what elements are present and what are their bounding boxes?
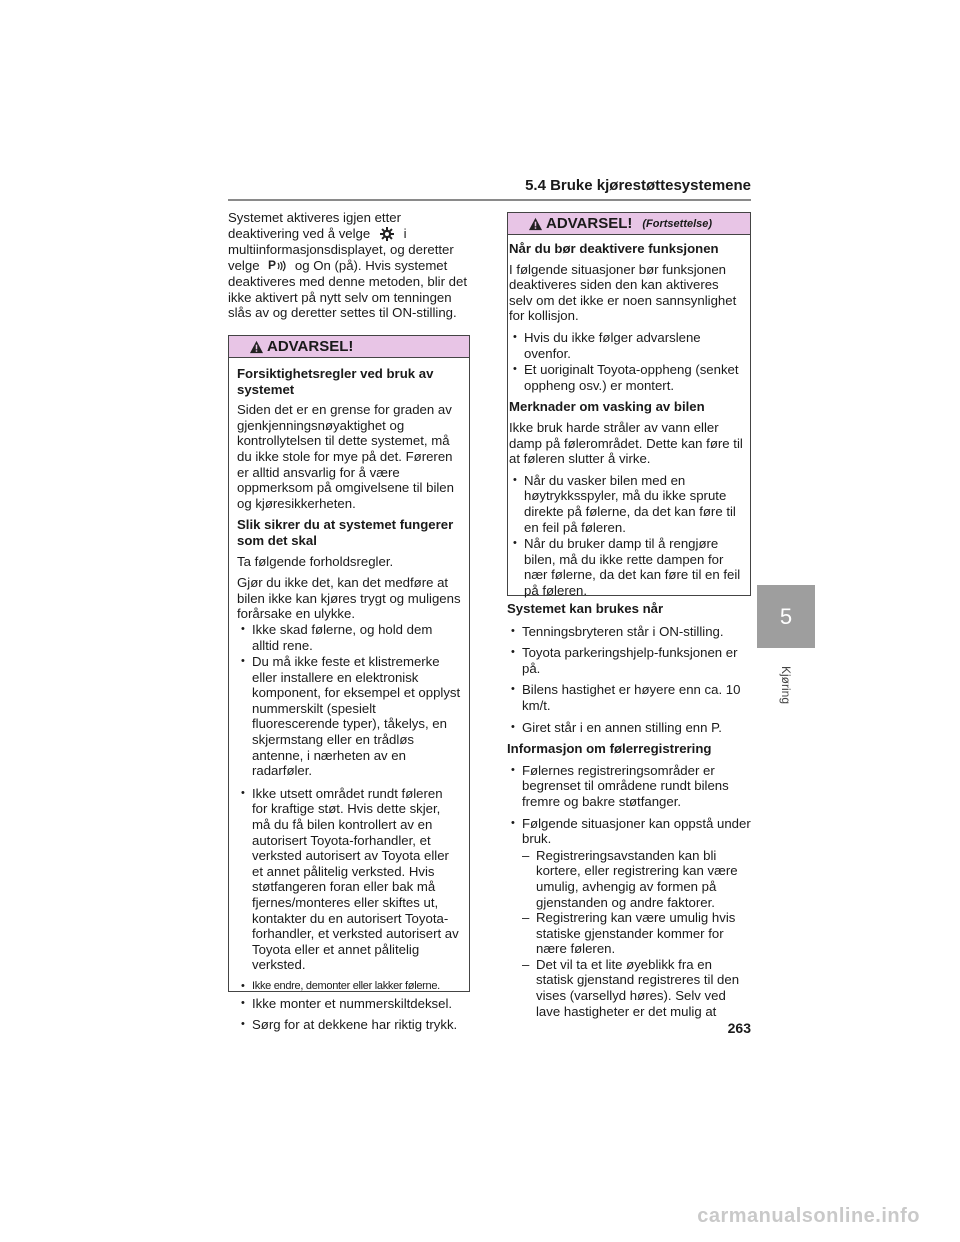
list-item: • Et uoriginalt Toyota-oppheng (senket oppheng osv.) er montert.: [509, 362, 744, 393]
list-item: • Når du vasker bilen med en høytrykksspyler, må du ikke sprute direkte på følerne, da det kan føre til en feil på føleren.: [509, 473, 744, 535]
page-number: 263: [727, 1020, 751, 1036]
dash-item: – Det vil ta et lite øyeblikk fra en statisk gjenstand registreres til den vises (varsellyd høres). Selv ved lave hastigheter er det mulig at: [522, 957, 752, 1019]
dash-list: [522, 848, 752, 1020]
warning-paragraph: Siden det er en grense for graden av gjenkjenningsnøyaktighet og kontrollytelsen til dette systemet, må du ikke stole for mye på det. Føreren er alltid ansvarlig for å være oppmerksom på omgivelsene til bilen og kjøresikkerheten.: [237, 402, 454, 511]
list-item: • Du må ikke feste et klistremerke eller installere en elektronisk komponent, for eksempel et opplyst nummerskilt (spesielt fluorescerende typer), tåkelys, en skjermstang eller en trådløs antenne, i nærheten av en radarføler.: [237, 654, 461, 779]
parking-sensor-icon: [268, 258, 286, 274]
warning-continued-label: (Fortsettelse): [642, 217, 713, 230]
list-item: • Bilens hastighet er høyere enn ca. 10 km/t.: [507, 682, 752, 713]
warning-title: ADVARSEL!: [267, 338, 354, 355]
warning-heading-washing: Merknader om vasking av bilen: [509, 399, 705, 415]
warning-paragraph: I følgende situasjoner bør funksjonen deaktiveres siden den kan aktiveres selv om det ikke er noen sannsynlighet for kollisjon.: [509, 261, 737, 324]
watermark: carmanualsonline.info: [697, 1205, 920, 1227]
list-item: • Når du bruker damp til å rengjøre bilen, må du ikke rette dampen for nær følerne, da det kan føre til en feil på føleren.: [509, 536, 744, 598]
list-item: • Ikke skad følerne, og hold dem alltid rene.: [237, 622, 461, 653]
warning-triangle-icon: [249, 340, 264, 354]
info-bullet-list: [507, 763, 752, 1020]
list-item: • Toyota parkeringshjelp-funksjonen er på.: [507, 645, 752, 676]
warning-triangle-icon: [528, 217, 543, 231]
warning-heading-precautions: Forsiktighetsregler ved bruk av systemet: [237, 366, 434, 397]
list-item: • Ikke utsett området rundt føleren for kraftige støt. Hvis dette skjer, må du få bilen kontrollert av en autorisert Toyota-forhandler, et verksted autorisert av Toyota eller et annet pålitelig verksted. Hvis støtfangeren foran eller bak må fjernes/monteres eller skiftes ut, kontakter du en autorisert Toyota-forhandler, et verksted autorisert av Toyota eller et annet pålitelig verksted.: [237, 786, 461, 973]
list-item: • Giret står i en annen stilling enn P.: [507, 720, 752, 736]
header-rule: [228, 199, 751, 201]
warning-box-1: [228, 335, 470, 1033]
warning-heading-ensure: Slik sikrer du at systemet fungerer som det skal: [237, 517, 454, 548]
svg-text:P: P: [268, 258, 277, 273]
list-item: • Ikke endre, demonter eller lakker følerne.: [237, 979, 461, 995]
warning-bullet-list: [509, 473, 744, 599]
warning-paragraph: Ikke bruk harde stråler av vann eller damp på følerområdet. Dette kan føre til at føleren slutter å virke.: [509, 419, 743, 467]
warning-body: [508, 235, 750, 603]
warning-bullet-list: [509, 330, 744, 393]
warning-paragraph: Gjør du ikke det, kan det medføre at bilen ikke kan kjøres trygt og muligens forårsake en ulykke.: [237, 575, 461, 622]
warning-bullet-list: [237, 622, 461, 1033]
usage-bullet-list: [507, 624, 752, 736]
warning-header: [508, 213, 750, 235]
list-item: [507, 816, 752, 1020]
usage-heading: Systemet kan brukes når: [507, 601, 664, 616]
warning-box-2: [507, 212, 751, 596]
section-header: 5.4 Bruke kjørestøttesystemene: [525, 177, 751, 194]
left-column: [228, 210, 470, 327]
warning-title: ADVARSEL!: [546, 215, 633, 232]
intro-text-3: og On (på). Hvis systemet deaktiveres med denne metoden, blir det ikke aktivert på nytt selv om tenningen slås av og deretter settes til ON-stilling.: [228, 257, 467, 321]
warning-body: [229, 358, 469, 1040]
list-item: • Tenningsbryteren står i ON-stilling.: [507, 624, 752, 640]
intro-text-2: i multiinformasjonsdisplayet, og deretter velge: [228, 225, 454, 273]
warning-header: [229, 336, 469, 358]
intro-paragraph: [228, 210, 470, 321]
dash-item: – Registrering kan være umulig hvis statiske gjenstander kommer for nære føleren.: [522, 910, 752, 957]
chapter-number-tab[interactable]: 5: [757, 585, 815, 648]
warning-heading-deactivate: Når du bør deaktivere funksjonen: [509, 241, 719, 256]
intro-text-1: Systemet aktiveres igjen etter deaktivering ved å velge: [228, 210, 401, 241]
dash-item: – Registreringsavstanden kan bli kortere, eller registrering kan være umulig, avhengig av formen på gjenstanden og andre faktorer.: [522, 848, 752, 910]
list-item: • Hvis du ikke følger advarslene ovenfor.: [509, 330, 744, 361]
warning-paragraph: Ta følgende forholdsregler.: [237, 553, 394, 569]
list-item: • Ikke monter et nummerskiltdeksel.: [237, 996, 461, 1012]
gear-icon: [379, 226, 395, 242]
right-column-lower: [507, 601, 752, 1020]
chapter-label: [757, 650, 815, 720]
info-heading: Informasjon om følerregistrering: [507, 741, 712, 757]
list-item: • Følernes registreringsområder er begrenset til områdene rundt bilens fremre og bakre støtfanger.: [507, 763, 752, 810]
list-item: • Sørg for at dekkene har riktig trykk.: [237, 1017, 461, 1033]
list-item-text: Følgende situasjoner kan oppstå under bruk.: [522, 815, 751, 847]
chapter-label-text: Kjøring: [778, 665, 793, 705]
